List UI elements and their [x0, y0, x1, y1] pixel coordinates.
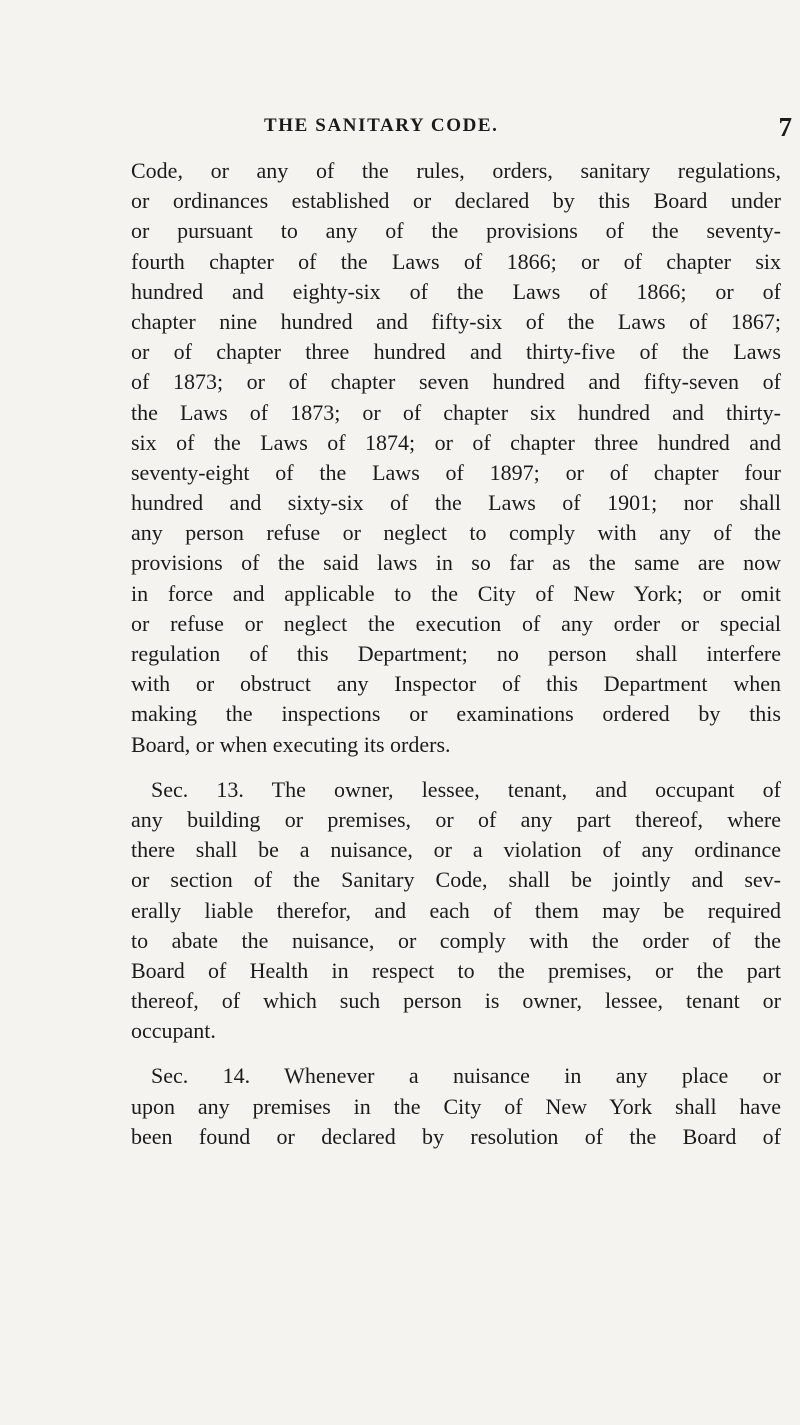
paragraph-continuation	[131, 156, 781, 760]
paragraph-gap	[131, 760, 781, 775]
text-line: or section of the Sanitary Code, shall be jointly and sev-	[131, 867, 781, 893]
page-number: 7	[778, 112, 792, 142]
text-line: there shall be a nuisance, or a violation of any ordinance	[131, 837, 781, 863]
text-line: seventy-eight of the Laws of 1897; or of chapter four	[131, 459, 781, 485]
text-line: erally liable therefor, and each of them may be required	[131, 897, 781, 923]
text-line: Board of Health in respect to the premises, or the part	[131, 957, 781, 983]
section-14-paragraph	[131, 1061, 781, 1152]
text-line: chapter nine hundred and fifty-six of the Laws of 1867;	[131, 308, 781, 334]
text-line: Sec. 13. The owner, lessee, tenant, and occupant of	[151, 776, 781, 802]
body-text	[131, 156, 781, 1152]
text-line: or refuse or neglect the execution of any order or special	[131, 610, 781, 636]
text-line: any building or premises, or of any part thereof, where	[131, 806, 781, 832]
text-line: hundred and sixty-six of the Laws of 1901; nor shall	[131, 490, 781, 516]
text-line: regulation of this Department; no person shall interfere	[131, 641, 781, 666]
text-line: Sec. 14. Whenever a nuisance in any place or	[151, 1063, 781, 1089]
text-line: to abate the nuisance, or comply with the order of the	[131, 927, 781, 953]
text-line: occupant.	[131, 1018, 216, 1044]
text-line: in force and applicable to the City of New York; or omit	[131, 580, 781, 606]
text-line: or of chapter three hundred and thirty-five of the Laws	[131, 339, 781, 365]
page-header	[132, 112, 792, 145]
text-line: with or obstruct any Inspector of this Department when	[131, 671, 781, 697]
text-line: any person refuse or neglect to comply with any of the	[131, 520, 781, 546]
text-line: upon any premises in the City of New York shall have	[131, 1093, 781, 1119]
text-line: hundred and eighty-six of the Laws of 1866; or of	[131, 278, 781, 304]
text-line: the Laws of 1873; or of chapter six hundred and thirty-	[131, 399, 781, 425]
text-line: of 1873; or of chapter seven hundred and fifty-seven of	[131, 369, 781, 395]
running-title: THE SANITARY CODE.	[264, 115, 499, 136]
text-line: been found or declared by resolution of the Board of	[131, 1123, 781, 1149]
section-13-paragraph	[131, 775, 781, 1047]
text-line: or ordinances established or declared by this Board under	[131, 188, 781, 214]
paragraph-gap	[131, 1046, 781, 1061]
text-line: making the inspections or examinations ordered by this	[131, 701, 781, 727]
text-line: provisions of the said laws in so far as the same are now	[131, 550, 781, 576]
text-line: Board, or when executing its orders.	[131, 731, 451, 757]
text-line: thereof, of which such person is owner, lessee, tenant or	[131, 988, 781, 1014]
text-line: fourth chapter of the Laws of 1866; or of chapter six	[131, 248, 781, 274]
text-line: Code, or any of the rules, orders, sanitary regulations,	[131, 158, 781, 183]
text-line: or pursuant to any of the provisions of the seventy-	[131, 218, 781, 244]
text-line: six of the Laws of 1874; or of chapter three hundred and	[131, 429, 781, 455]
